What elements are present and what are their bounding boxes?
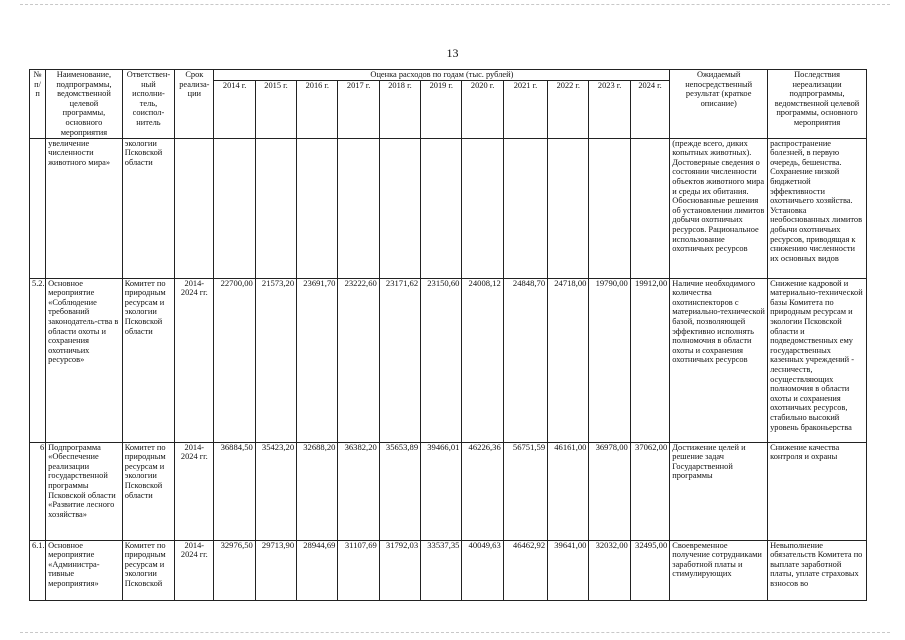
- row-num: 6: [30, 442, 46, 540]
- row-value: [421, 138, 462, 278]
- row-result: Своевременное получение сотрудниками заработной платы и стимулирующих: [670, 540, 768, 600]
- row-term: [175, 138, 214, 278]
- header-year: 2019 г.: [421, 80, 462, 138]
- header-costs: Оценка расходов по годам (тыс. рублей): [214, 70, 670, 81]
- header-result: Ожидаемый непосредственный результат (краткое описание): [670, 70, 768, 139]
- row-value: 19790,00: [589, 278, 630, 442]
- row-num: 6.1.: [30, 540, 46, 600]
- row-term: 2014-2024 гг.: [175, 278, 214, 442]
- row-responsible: Комитет по природным ресурсам и экологии Псковской области: [122, 278, 174, 442]
- row-result: (прежде всего, диких копытных животных). Достоверные сведения о состоянии численности объектов животного мира и среды их обитания. Обоснованные решения об установлении лимитов добычи охотничьих ресурсов. Рациональное использование охотничьих ресурсов: [670, 138, 768, 278]
- row-value: 36978,00: [589, 442, 630, 540]
- header-year: 2024 г.: [630, 80, 669, 138]
- row-value: 29713,90: [255, 540, 296, 600]
- row-value: 24718,00: [548, 278, 589, 442]
- table-row: [30, 278, 867, 442]
- row-value: 23222,60: [338, 278, 379, 442]
- row-responsible: Комитет по природным ресурсам и экологии Псковской области: [122, 442, 174, 540]
- row-name: Основное мероприятие «Соблюдение требований законодатель-ства в области охоты и сохранения охотничьих ресурсов»: [46, 278, 123, 442]
- row-value: 24848,70: [503, 278, 547, 442]
- row-num: [30, 138, 46, 278]
- header-consequences: Последствия нереализации подпрограммы, ведомственной целевой программы, основного мероприятия: [768, 70, 867, 139]
- row-value: 46462,92: [503, 540, 547, 600]
- row-result: Наличие необходимого количества охотинспекторов с материально-технической базой, позволяющей эффективно исполнять полномочия в области охоты и сохранения охотничьих ресурсов: [670, 278, 768, 442]
- row-value: [548, 138, 589, 278]
- row-term: 2014-2024 гг.: [175, 442, 214, 540]
- row-value: 32495,00: [630, 540, 669, 600]
- row-value: [255, 138, 296, 278]
- header-year: 2020 г.: [462, 80, 503, 138]
- header-term: Срок реализа-ции: [175, 70, 214, 139]
- header-year: 2016 г.: [297, 80, 338, 138]
- row-term: 2014-2024 гг.: [175, 540, 214, 600]
- row-value: [462, 138, 503, 278]
- row-value: 28944,69: [297, 540, 338, 600]
- header-responsible: Ответствен-ный исполни-тель, соиспол-нитель: [122, 70, 174, 139]
- scan-edge-bottom: [20, 632, 890, 633]
- header-year: 2017 г.: [338, 80, 379, 138]
- row-value: [338, 138, 379, 278]
- header-year: 2022 г.: [548, 80, 589, 138]
- row-value: 35423,20: [255, 442, 296, 540]
- row-value: 39641,00: [548, 540, 589, 600]
- header-num: № п/п: [30, 70, 46, 139]
- row-value: 32688,20: [297, 442, 338, 540]
- row-responsible: экологии Псковской области: [122, 138, 174, 278]
- row-value: 39466,01: [421, 442, 462, 540]
- row-value: 23171,62: [379, 278, 420, 442]
- row-value: [589, 138, 630, 278]
- row-value: 46161,00: [548, 442, 589, 540]
- scan-edge-top: [20, 4, 890, 5]
- row-value: 36382,20: [338, 442, 379, 540]
- header-year: 2014 г.: [214, 80, 255, 138]
- table-row: [30, 138, 867, 278]
- row-name: Подпрограмма «Обеспечение реализации государственной программы Псковской области «Развитие лесного хозяйства»: [46, 442, 123, 540]
- row-consequences: распространение болезней, в первую очередь, бешенства. Сохранение низкой бюджетной эффективности охотничьего хозяйства. Установка необоснованных лимитов добычи охотничьих ресурсов, приводящая к снижению численности их основных видов: [768, 138, 867, 278]
- row-result: Достижение целей и решение задач Государственной программы: [670, 442, 768, 540]
- header-year: 2015 г.: [255, 80, 296, 138]
- header-name: Наименование, подпрограммы, ведомственной целевой программы, основного мероприятия: [46, 70, 123, 139]
- expense-table-wrapper: [29, 69, 867, 635]
- row-num: 5.2.: [30, 278, 46, 442]
- table-row: [30, 540, 867, 600]
- row-value: 40049,63: [462, 540, 503, 600]
- row-value: 35653,89: [379, 442, 420, 540]
- header-year: 2023 г.: [589, 80, 630, 138]
- row-value: 21573,20: [255, 278, 296, 442]
- row-value: 46226,36: [462, 442, 503, 540]
- row-value: [630, 138, 669, 278]
- table-row: [30, 442, 867, 540]
- expense-table: [29, 69, 867, 601]
- row-value: [214, 138, 255, 278]
- row-name: Основное мероприятие «Администра-тивные мероприятия»: [46, 540, 123, 600]
- row-value: 19912,00: [630, 278, 669, 442]
- row-consequences: Снижение кадровой и материально-технической базы Комитета по природным ресурсам и экологии Псковской области и подведомственных ему государственных казенных учреждений - лесничеств, осуществляющих полномочия в области охоты и сохранения охотничьих ресурсов, стабильно высокий уровень браконьерства: [768, 278, 867, 442]
- row-value: 36884,50: [214, 442, 255, 540]
- row-value: 31107,69: [338, 540, 379, 600]
- row-value: 31792,03: [379, 540, 420, 600]
- row-value: [297, 138, 338, 278]
- row-value: 23691,70: [297, 278, 338, 442]
- row-value: 22700,00: [214, 278, 255, 442]
- row-value: 56751,59: [503, 442, 547, 540]
- page-number: 13: [446, 46, 459, 60]
- row-consequences: Невыполнение обязательств Комитета по выплате заработной платы, уплате страховых взносов во: [768, 540, 867, 600]
- row-value: [379, 138, 420, 278]
- row-value: [503, 138, 547, 278]
- row-value: 23150,60: [421, 278, 462, 442]
- row-value: 32032,00: [589, 540, 630, 600]
- row-value: 32976,50: [214, 540, 255, 600]
- header-year: 2021 г.: [503, 80, 547, 138]
- row-responsible: Комитет по природным ресурсам и экологии Псковской: [122, 540, 174, 600]
- row-name: увеличение численности животного мира»: [46, 138, 123, 278]
- header-year: 2018 г.: [379, 80, 420, 138]
- row-value: 24008,12: [462, 278, 503, 442]
- row-value: 33537,35: [421, 540, 462, 600]
- row-value: 37062,00: [630, 442, 669, 540]
- row-consequences: Снижение качества контроля и охраны: [768, 442, 867, 540]
